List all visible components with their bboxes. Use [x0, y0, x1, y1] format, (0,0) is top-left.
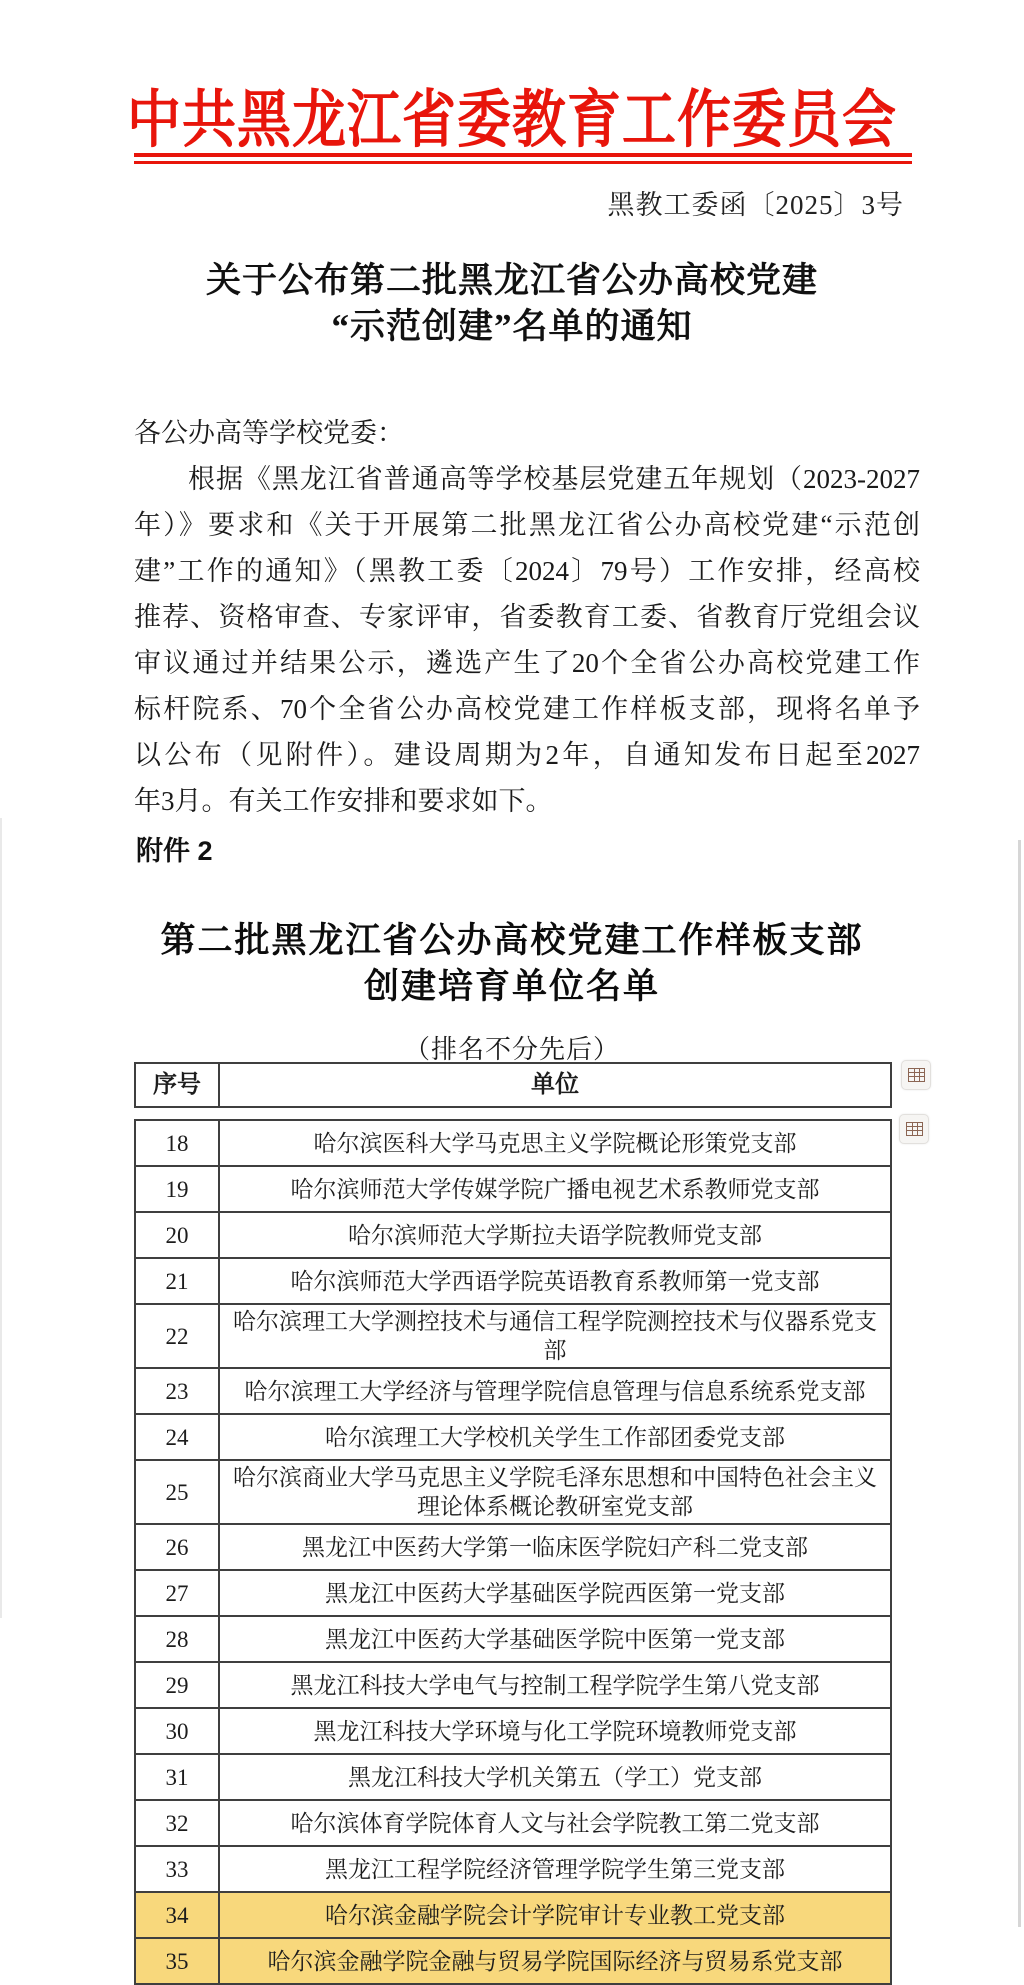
row-number: 34	[135, 1892, 219, 1938]
table-row	[135, 1708, 891, 1754]
table-row	[135, 1570, 891, 1616]
table-row	[135, 1414, 891, 1460]
row-unit: 黑龙江中医药大学第一临床医学院妇产科二党支部	[219, 1524, 891, 1570]
row-number: 30	[135, 1708, 219, 1754]
row-number: 33	[135, 1846, 219, 1892]
table-row	[135, 1460, 891, 1524]
body-line: 推荐、资格审查、专家评审，省委教育工委、省教育厅党组会议	[134, 602, 920, 632]
row-unit: 哈尔滨商业大学马克思主义学院毛泽东思想和中国特色社会主义理论体系概论教研室党支部	[219, 1460, 891, 1524]
unit-table	[134, 1119, 892, 1985]
table-row	[135, 1800, 891, 1846]
body-line: 年3月。有关工作安排和要求如下。	[134, 786, 553, 816]
notice-title-line2: “示范创建”名单的通知	[331, 307, 693, 346]
page-edge-line	[0, 818, 2, 1618]
row-number: 19	[135, 1166, 219, 1212]
scrollbar[interactable]	[1018, 840, 1021, 1927]
body-line: 以公布（见附件）。建设周期为2年，自通知发布日起至2027	[134, 740, 920, 770]
row-unit: 哈尔滨理工大学测控技术与通信工程学院测控技术与仪器系党支部	[219, 1304, 891, 1368]
header-row	[135, 1063, 891, 1107]
document-number: 黑教工委函〔2025〕3号	[607, 190, 904, 220]
row-unit: 哈尔滨理工大学校机关学生工作部团委党支部	[219, 1414, 891, 1460]
table-grid-glyph	[908, 1068, 925, 1082]
row-number: 29	[135, 1662, 219, 1708]
row-number: 22	[135, 1304, 219, 1368]
unit-table-header	[134, 1062, 892, 1108]
table-row	[135, 1258, 891, 1304]
row-number: 32	[135, 1800, 219, 1846]
row-number: 26	[135, 1524, 219, 1570]
table-row	[135, 1846, 891, 1892]
unit-table-body	[135, 1120, 891, 1984]
table-row	[135, 1166, 891, 1212]
row-unit: 哈尔滨金融学院会计学院审计专业教工党支部	[219, 1892, 891, 1938]
row-unit: 黑龙江科技大学机关第五（学工）党支部	[219, 1754, 891, 1800]
attachment-title-line1: 第二批黑龙江省公办高校党建工作样板支部	[160, 921, 864, 960]
table-row	[135, 1616, 891, 1662]
attachment-label: 附件 2	[136, 836, 213, 866]
notice-title	[0, 258, 1024, 350]
row-unit: 哈尔滨师范大学传媒学院广播电视艺术系教师党支部	[219, 1166, 891, 1212]
notice-title-line1: 关于公布第二批黑龙江省公办高校党建	[205, 261, 818, 300]
body-line: 标杆院系、70个全省公办高校党建工作样板支部，现将名单予	[134, 694, 920, 724]
row-number: 25	[135, 1460, 219, 1524]
row-unit: 哈尔滨金融学院金融与贸易学院国际经济与贸易系党支部	[219, 1938, 891, 1984]
row-unit: 哈尔滨师范大学斯拉夫语学院教师党支部	[219, 1212, 891, 1258]
table-row	[135, 1212, 891, 1258]
table-row	[135, 1892, 891, 1938]
letterhead-red-rule	[134, 153, 912, 164]
attachment-title-line2: 创建培育单位名单	[363, 967, 660, 1006]
body-line: 根据《黑龙江省普通高等学校基层党建五年规划（2023-2027	[188, 464, 920, 494]
salutation: 各公办高等学校党委：	[134, 418, 404, 448]
table-grid-glyph	[906, 1122, 923, 1136]
row-unit: 黑龙江中医药大学基础医学院西医第一党支部	[219, 1570, 891, 1616]
body-line: 审议通过并结果公示，遴选产生了20个全省公办高校党建工作	[134, 648, 920, 678]
row-number: 24	[135, 1414, 219, 1460]
row-number: 20	[135, 1212, 219, 1258]
row-unit: 哈尔滨医科大学马克思主义学院概论形策党支部	[219, 1120, 891, 1166]
row-number: 18	[135, 1120, 219, 1166]
row-unit: 哈尔滨理工大学经济与管理学院信息管理与信息系统系党支部	[219, 1368, 891, 1414]
row-unit: 哈尔滨体育学院体育人文与社会学院教工第二党支部	[219, 1800, 891, 1846]
table-row	[135, 1938, 891, 1984]
attachment-title	[0, 918, 1024, 1010]
table-row	[135, 1304, 891, 1368]
header-cell-no: 序号	[135, 1063, 219, 1107]
row-unit: 黑龙江中医药大学基础医学院中医第一党支部	[219, 1616, 891, 1662]
row-unit: 黑龙江科技大学电气与控制工程学院学生第八党支部	[219, 1662, 891, 1708]
row-unit: 黑龙江科技大学环境与化工学院环境教师党支部	[219, 1708, 891, 1754]
attachment-subtitle: （排名不分先后）	[403, 1035, 620, 1064]
row-number: 35	[135, 1938, 219, 1984]
table-select-icon[interactable]	[901, 1060, 931, 1090]
table-row	[135, 1524, 891, 1570]
table-row	[135, 1662, 891, 1708]
row-number: 21	[135, 1258, 219, 1304]
row-number: 23	[135, 1368, 219, 1414]
header-cell-unit: 单位	[219, 1063, 891, 1107]
row-number: 28	[135, 1616, 219, 1662]
table-row	[135, 1754, 891, 1800]
row-unit: 黑龙江工程学院经济管理学院学生第三党支部	[219, 1846, 891, 1892]
row-number: 31	[135, 1754, 219, 1800]
letterhead-org-title: 中共黑龙江省委教育工作委员会	[127, 85, 897, 155]
body-line: 年）》要求和《关于开展第二批黑龙江省公办高校党建“示范创	[134, 510, 920, 540]
body-line: 建”工作的通知》（黑教工委〔2024〕79号）工作安排，经高校	[134, 556, 920, 586]
table-row	[135, 1368, 891, 1414]
row-unit: 哈尔滨师范大学西语学院英语教育系教师第一党支部	[219, 1258, 891, 1304]
row-number: 27	[135, 1570, 219, 1616]
table-row	[135, 1120, 891, 1166]
table-select-icon[interactable]	[899, 1114, 929, 1144]
notice-body	[134, 410, 920, 824]
